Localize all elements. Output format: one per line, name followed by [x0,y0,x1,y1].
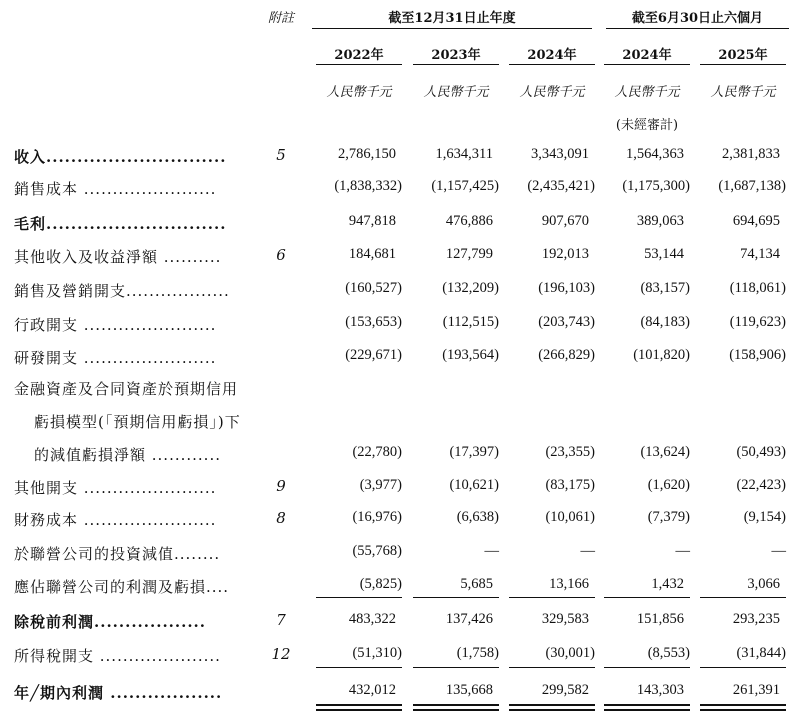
row-value: (30,001) [545,645,595,661]
row-value: (101,820) [633,347,690,363]
total-double-line-a-3 [509,704,595,706]
row-note-ref: 9 [276,477,286,495]
six-month-group-header: 截至6月30日止六個月 [631,11,764,26]
row-value: 13,166 [549,576,589,592]
row-value: — [580,543,595,559]
row-value: (1,157,425) [431,178,499,194]
row-value: (23,355) [545,444,595,460]
unit-header-3: 人民幣千元 [519,85,585,100]
total-top-line-5 [700,667,786,668]
row-label: 研發開支 ....................... [14,349,217,367]
row-value: (16,976) [352,509,402,525]
row-label: 銷售成本 ....................... [14,180,217,198]
row-value: (118,061) [729,280,786,296]
row-value: (153,653) [345,314,402,330]
subtotal-line-2 [413,597,499,598]
row-value: 5,685 [460,576,493,592]
row-value: 192,013 [541,246,589,262]
header-underline-fy [312,28,592,29]
row-value: 3,343,091 [531,146,589,162]
row-note-ref: 12 [271,645,291,663]
row-value: 299,582 [541,682,589,698]
row-value: (1,838,332) [334,178,402,194]
row-value: — [771,543,786,559]
total-top-line-4 [604,667,690,668]
row-value: (1,758) [456,645,499,661]
row-note-ref: 7 [276,611,286,629]
year-header-1: 2022年 [334,48,384,63]
year-header-2: 2023年 [431,48,481,63]
row-value: (83,175) [545,477,595,493]
row-value: 1,564,363 [626,146,684,162]
total-double-line-b-3 [509,709,595,711]
row-value: (119,623) [729,314,786,330]
row-note-ref: 6 [276,246,286,264]
unit-header-2: 人民幣千元 [423,85,489,100]
row-value: (8,553) [647,645,690,661]
row-value: (229,671) [345,347,402,363]
total-double-line-b-1 [316,709,402,711]
total-double-line-a-5 [700,704,786,706]
total-top-line-3 [509,667,595,668]
row-value: (1,175,300) [622,178,690,194]
row-value: (5,825) [359,576,402,592]
row-value: (13,624) [640,444,690,460]
row-value: 184,681 [348,246,396,262]
year-underline-2 [413,64,499,65]
subtotal-line-4 [604,597,690,598]
total-double-line-a-1 [316,704,402,706]
row-value: (203,743) [538,314,595,330]
unaudited-label: (未經審計) [615,118,679,133]
row-value: (84,183) [640,314,690,330]
row-label-line: 金融資產及合同資產於預期信用 [14,380,239,398]
row-value: 694,695 [732,213,780,229]
year-underline-1 [316,64,402,65]
total-top-line-1 [316,667,402,668]
row-value: (112,515) [442,314,499,330]
row-value: (1,687,138) [718,178,786,194]
row-value: 74,134 [740,246,780,262]
row-value: 329,583 [541,611,589,627]
row-label: 毛利............................. [14,215,227,233]
row-value: (3,977) [359,477,402,493]
row-label: 財務成本 ....................... [14,511,217,529]
total-double-line-b-2 [413,709,499,711]
subtotal-line-3 [509,597,595,598]
row-label: 除稅前利潤.................. [14,613,206,631]
unit-header-4: 人民幣千元 [614,85,680,100]
row-value: (17,397) [449,444,499,460]
row-value: 1,634,311 [435,146,493,162]
total-double-line-b-4 [604,709,690,711]
note-column-header: 附註 [268,11,295,26]
row-value: 2,786,150 [338,146,396,162]
row-note-ref: 5 [276,146,286,164]
row-value: 143,303 [636,682,684,698]
row-value: 293,235 [732,611,780,627]
row-value: 476,886 [445,213,493,229]
year-underline-3 [509,64,595,65]
unit-header-1: 人民幣千元 [326,85,392,100]
row-label: 其他開支 ....................... [14,479,217,497]
row-value: (9,154) [743,509,786,525]
row-value: (22,423) [736,477,786,493]
total-double-line-a-2 [413,704,499,706]
row-label-line: 的減值虧損淨額 ............ [34,446,221,464]
row-value: (10,621) [449,477,499,493]
row-value: 127,799 [445,246,493,262]
year-header-3: 2024年 [527,48,577,63]
row-value: (193,564) [442,347,499,363]
row-value: 947,818 [348,213,396,229]
row-label-line: 虧損模型(「預期信用虧損」)下 [34,413,241,431]
row-label: 所得稅開支 ..................... [14,647,221,665]
row-value: (10,061) [545,509,595,525]
row-value: 907,670 [541,213,589,229]
row-value: 137,426 [445,611,493,627]
row-label: 銷售及營銷開支.................. [14,282,230,300]
row-value: (7,379) [647,509,690,525]
row-value: 389,063 [636,213,684,229]
row-value: — [675,543,690,559]
row-value: (31,844) [736,645,786,661]
row-value: (1,620) [647,477,690,493]
row-label: 其他收入及收益淨額 .......... [14,248,222,266]
fiscal-year-group-header: 截至12月31日止年度 [388,11,516,26]
row-label: 應佔聯營公司的利潤及虧損.... [14,578,230,596]
row-label: 行政開支 ....................... [14,316,217,334]
row-value: (160,527) [345,280,402,296]
row-value: (22,780) [352,444,402,460]
header-underline-h1 [606,28,789,29]
row-value: (2,435,421) [527,178,595,194]
row-value: — [484,543,499,559]
row-value: 135,668 [445,682,493,698]
total-top-line-2 [413,667,499,668]
row-value: (51,310) [352,645,402,661]
row-value: (132,209) [442,280,499,296]
row-value: 432,012 [348,682,396,698]
total-double-line-b-5 [700,709,786,711]
row-value: 3,066 [747,576,780,592]
row-label: 收入............................. [14,148,227,166]
row-value: (55,768) [352,543,402,559]
row-value: (83,157) [640,280,690,296]
row-label: 年╱期內利潤 .................. [14,684,223,702]
row-value: (158,906) [729,347,786,363]
year-underline-4 [604,64,690,65]
row-value: 1,432 [651,576,684,592]
total-double-line-a-4 [604,704,690,706]
row-note-ref: 8 [276,509,286,527]
row-value: 483,322 [348,611,396,627]
year-header-5: 2025年 [718,48,768,63]
row-value: 53,144 [644,246,684,262]
year-underline-5 [700,64,786,65]
unit-header-5: 人民幣千元 [710,85,776,100]
row-value: 151,856 [636,611,684,627]
year-header-4: 2024年 [622,48,672,63]
row-label: 於聯營公司的投資減值........ [14,545,221,563]
row-value: (196,103) [538,280,595,296]
row-value: (50,493) [736,444,786,460]
row-value: (266,829) [538,347,595,363]
row-value: (6,638) [456,509,499,525]
row-value: 2,381,833 [722,146,780,162]
row-value: 261,391 [732,682,780,698]
subtotal-line-1 [316,597,402,598]
subtotal-line-5 [700,597,786,598]
